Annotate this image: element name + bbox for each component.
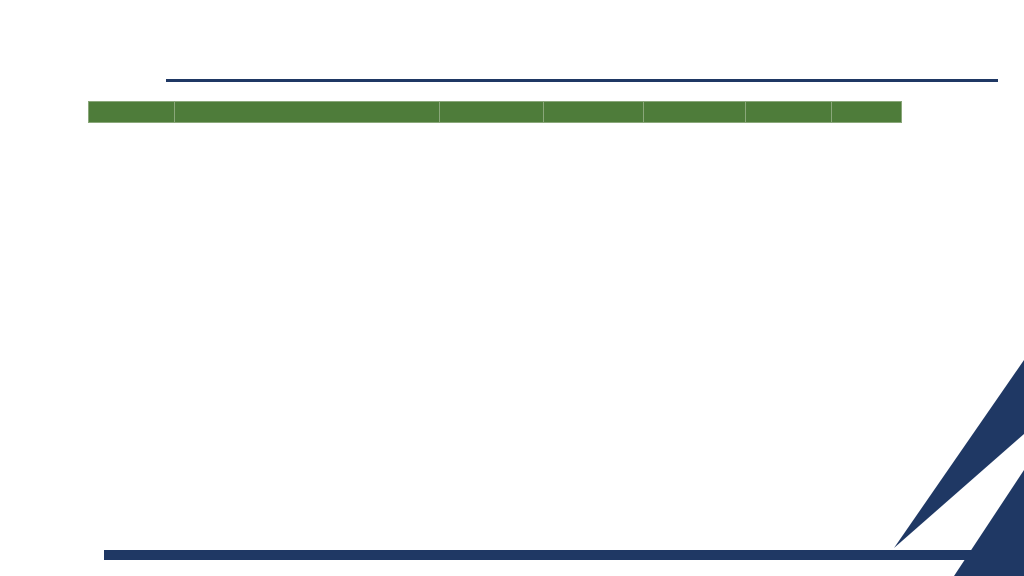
header-no-ejecutado bbox=[746, 102, 832, 123]
footer-bar bbox=[104, 550, 982, 560]
header-presup-anual bbox=[440, 102, 544, 123]
corner-decoration bbox=[890, 360, 1024, 576]
title-divider bbox=[166, 79, 998, 82]
bandesal-logo-icon bbox=[18, 492, 90, 564]
header-cuenta bbox=[89, 102, 175, 123]
dotted-arc-logo-icon bbox=[18, 6, 98, 86]
header-descripcion bbox=[175, 102, 440, 123]
header-aprobado bbox=[544, 102, 644, 123]
budget-table bbox=[88, 101, 902, 123]
header-ejecutado bbox=[644, 102, 746, 123]
header-percent bbox=[832, 102, 902, 123]
table-header-row bbox=[89, 102, 902, 123]
